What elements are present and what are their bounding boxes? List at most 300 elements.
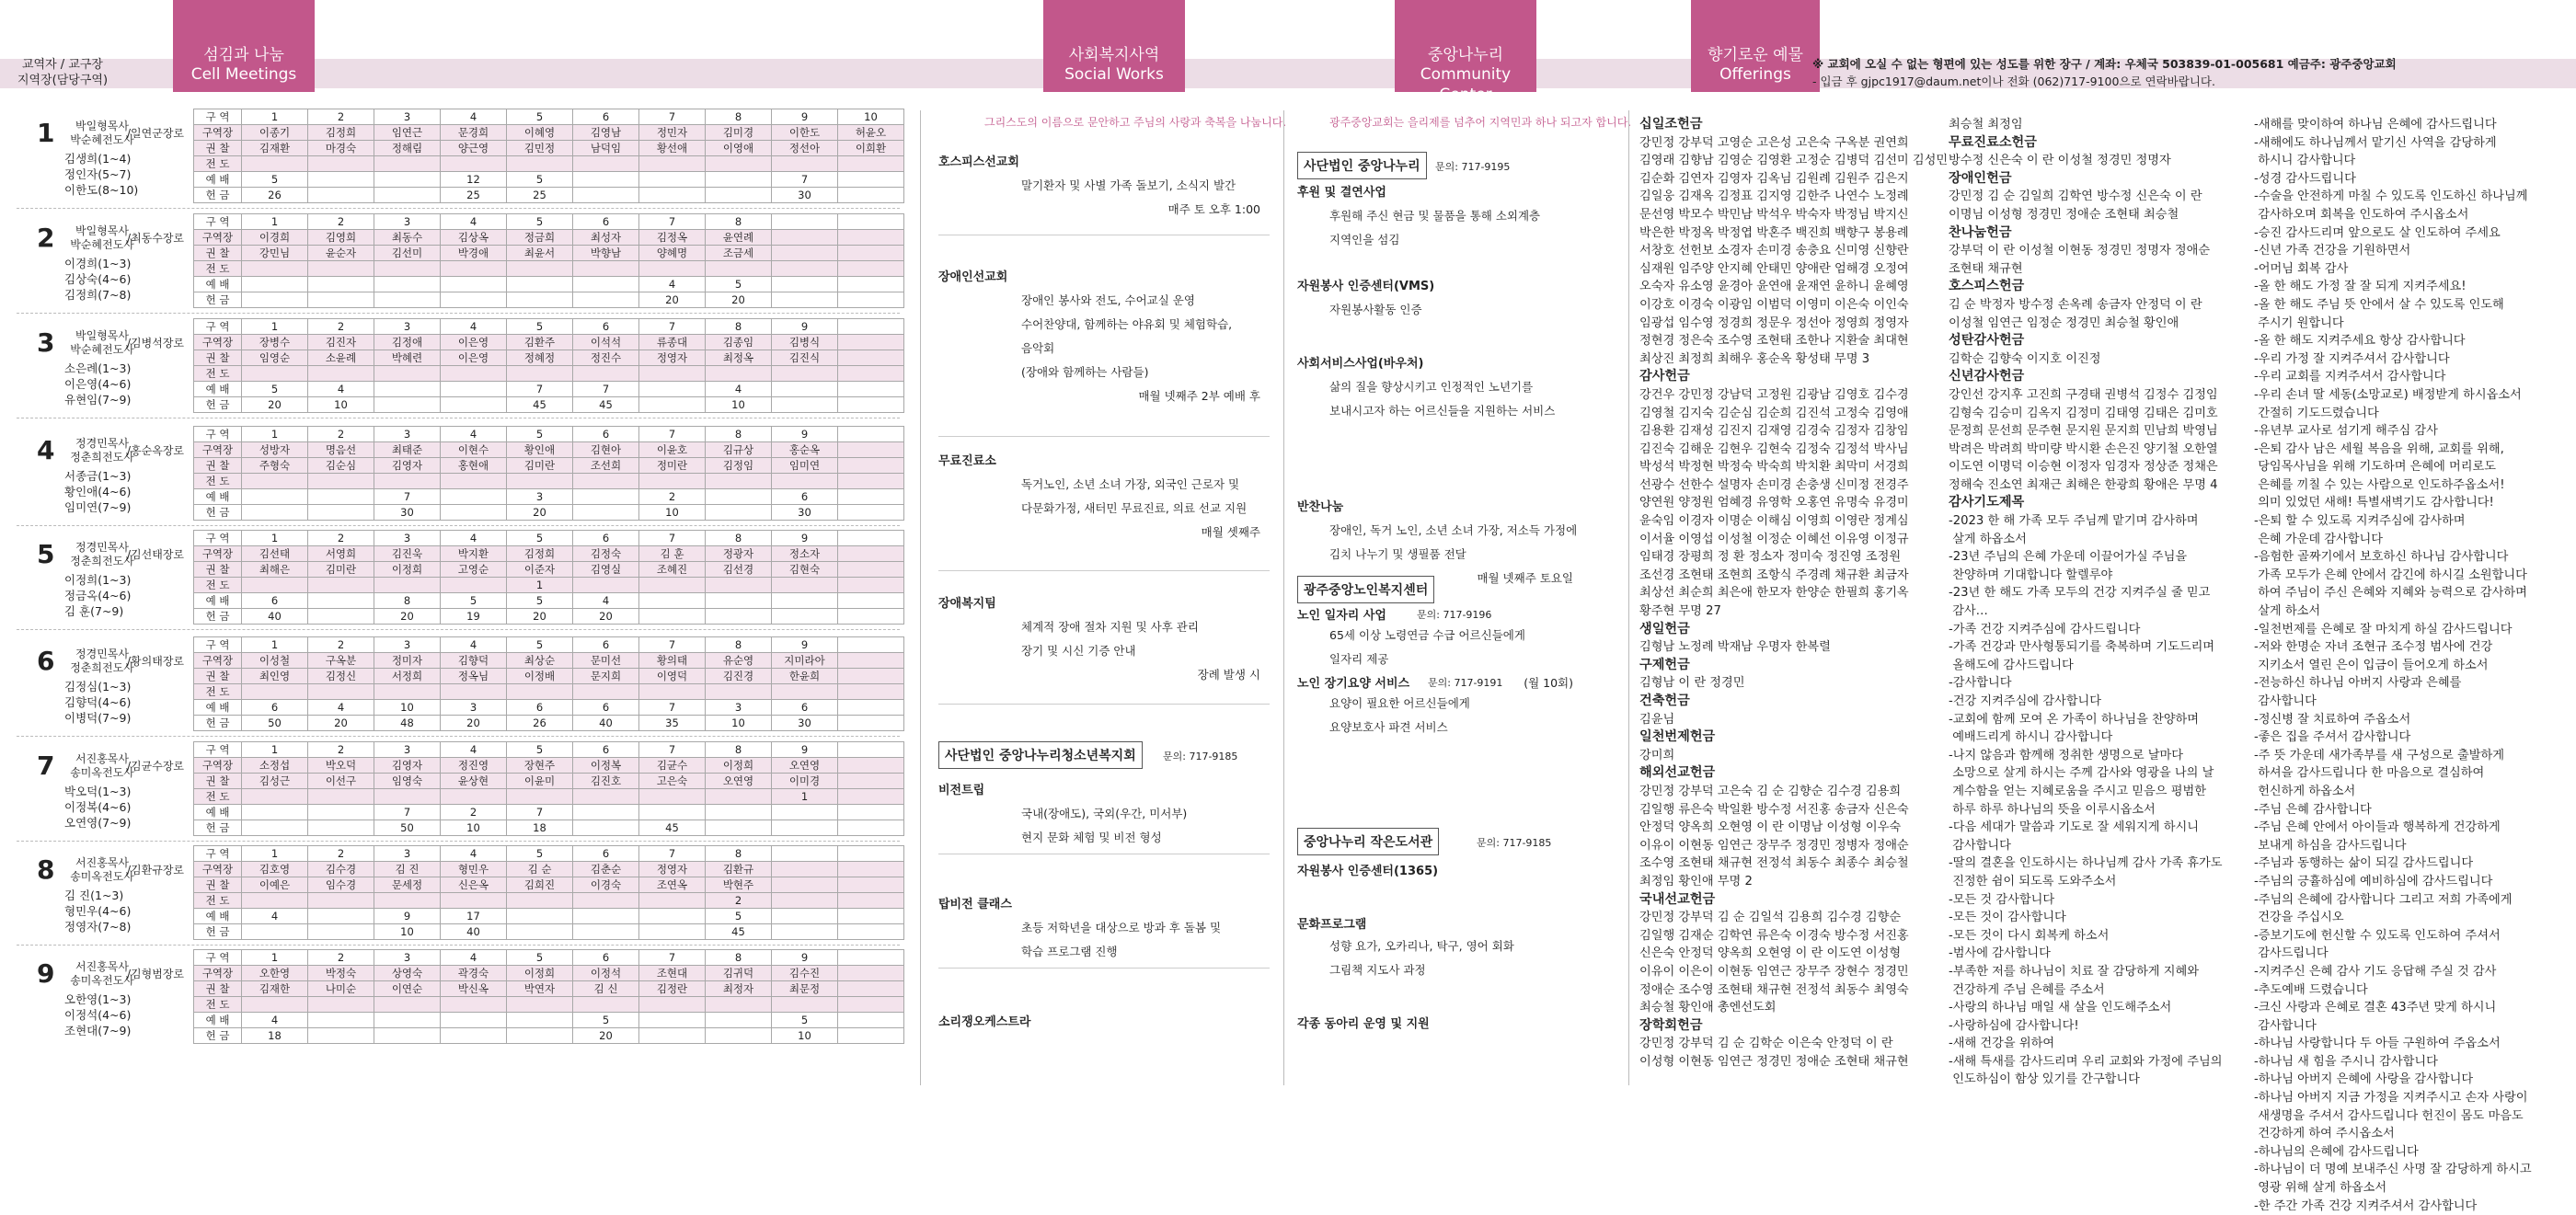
table-cell: 7 — [639, 214, 706, 230]
table-cell: 19 — [441, 609, 507, 625]
table-cell — [573, 474, 639, 489]
table-cell — [374, 261, 441, 277]
table-row — [194, 653, 904, 669]
row-header: 예 배 — [194, 909, 242, 924]
table-cell: 5 — [507, 950, 573, 966]
cell-separator — [17, 945, 900, 946]
cell-number: 5 — [37, 539, 55, 569]
offering-names: 강민정 강부덕 김 순 김일석 김용희 김수경 김향순 김일행 김재순 김학연 류은숙 이경숙 방수정 서진홍 신은숙 안정덕 양옥희 오현영 이 란 이도연 이성형 이유이 이은이 이현동 임연근 장무주 장현수 정경민 정애순 조수영 조현태 채규현 전정석 최동수 최영숙 최승철 황인애 총엔선도회 — [1639, 911, 1909, 1015]
table-cell — [772, 820, 838, 836]
table-cell: 김미란 — [308, 562, 374, 578]
row-header: 권 찰 — [194, 246, 242, 261]
cell-area-member: 김상숙(4~6) — [64, 272, 132, 286]
ministry-title: 비전트립 — [938, 784, 985, 797]
table-cell — [706, 505, 772, 521]
table-cell: 김규상 — [706, 442, 772, 458]
ministry-detail: (장애와 함께하는 사람들) — [1021, 365, 1149, 379]
table-cell: 김영자 — [374, 458, 441, 474]
table-cell: 6 — [573, 531, 639, 546]
cell-zone-elder: /김균수장로 — [127, 760, 185, 773]
table-cell: 1 — [242, 319, 308, 335]
prayer-items-continued: -새해를 맞이하여 하나님 은혜에 감사드립니다 -새해에도 하나님께서 맡기신 사역을 감당하게 하시니 감사합니다 -성경 감사드립니다 -수술을 안전하게 마칠 수 있도록 인도하신 하나님께 감사하오며 회복을 인도하여 주시옵소서 -승진 감사드리며 앞으로도 살 인도하여 주세요 -신년 가족 건강을 기원하면서 -어머님 회복 감사 -올 한 해도 가정 잘 잘 되게 지켜주세요! -올 한 해도 주님 뜻 안에서 살 수 있도록 인도해 주시기 원합니다 -올 한 해도 지켜주세요 항상 감사합니다 -우리 가정 잘 지켜주셔서 감사합니다 -우리 교회를 지켜주셔서 감사합니다 -우리 손녀 딸 세동(소망교로) 배정받게 하시옵소서 간절히 기도드렸습니다 -유년부 교사로 섬기게 해주심 감사 -은퇴 감사 남은 세월 복음을 위해, 교회를 위해, 당임목사님을 위해 기도하며 은혜에 머리로도 은혜를 끼칠 수 있는 사람으로 인도하주옵소서! 의미 있었던 새해! 특별새벽기도 감사합니다! -은퇴 할 수 있도록 지켜주심에 감사하며 은혜 가운데 감사합니다 -음험한 골짜기에서 보호하신 하나님 감사합니다 가족 모두가 은혜 안에서 감긴에 하시길 소원합니다 하여 주님이 주신 은혜와 지혜와 능력으로 감사하며 살게 하소서 -일천번제를 은혜로 잘 마치게 하실 감사드립니다 -저와 한명순 자녀 조현규 조수정 범사에 건강 지키소서 열린 은이 입금이 들어오게 하소서 -전능하신 하나님 아버지 사랑과 은혜를 감사합니다 -정신병 잘 치료하여 주옵소서 -좋은 집을 주셔서 감사합니다 -주 뜻 가운데 새가족부를 새 구성으로 출발하게 하셔을 감사드립니다 한 마음으로 결심하여 헌신하게 하옵소서 -주님 은혜 감사합니다 -주님 은혜 안에서 아이들과 행복하게 건강하게 보내게 하심을 감사드립니다 -주님과 동행하는 삶이 되길 감사드립니다 -주님의 긍휼하심에 예비하심에 감사드립니다 -주님의 은혜에 감사합니다 그리고 저희 가족에게 건강을 주십시오 -증보기도에 헌신할 수 있도록 인도하여 주셔서 감사드립니다 -지켜주신 은혜 감사 기도 응답해 주실 것 감사 -추도예배 드렸습니다 -크신 사랑과 은혜로 결혼 43주년 맞게 하시니 감사합니다 -하나님 사랑합니다 두 아들 구원하여 주옵소서 -하나님 새 힘을 주시니 감사합니다 -하나님 아버지 은혜에 사랑을 감사합니다 -하나님 아버지 지금 가정을 지켜주시고 손자 사랑이 새생명을 주셔서 감사드립니다 헌진이 몸도 마음도 건강하게 하여 주시옵소서 -하나님의 은혜에 감사드립니다 -하나님이 더 명예 보내주신 사명 잘 감당하게 하시고 영광 위해 살게 하옵소서 -한 주간 가족 건강 지켜주셔서 감사합니다 — [2254, 118, 2532, 1213]
table-cell: 40 — [573, 716, 639, 731]
table-cell: 김 훈 — [639, 546, 706, 562]
ministry-divider — [938, 436, 1270, 437]
table-cell: 김 진 — [374, 862, 441, 877]
table-cell: 김춘순 — [573, 862, 639, 877]
cell-number: 6 — [37, 646, 55, 676]
offering-category: 국내선교헌금 — [1639, 891, 1716, 907]
ministry-title: 장애복지팀 — [938, 597, 996, 611]
table-cell: 5 — [573, 1013, 639, 1028]
row-header: 권 찰 — [194, 774, 242, 789]
table-cell: 20 — [507, 505, 573, 521]
table-cell: 2 — [639, 489, 706, 505]
row-header: 구역장 — [194, 230, 242, 246]
table-cell — [706, 489, 772, 505]
table-cell — [374, 156, 441, 172]
table-cell — [507, 789, 573, 805]
cell-zone-elder: /황의태장로 — [127, 655, 185, 668]
tab-social-works[interactable] — [1043, 0, 1185, 92]
table-cell: 최동수 — [374, 230, 441, 246]
table-cell: 정금희 — [507, 230, 573, 246]
cell-area-member: 김정희(7~8) — [64, 288, 132, 302]
offering-category: 감사기도제목 — [1949, 495, 2025, 510]
row-header: 예 배 — [194, 277, 242, 292]
table-cell: 3 — [374, 637, 441, 653]
row-header: 구 역 — [194, 742, 242, 758]
table-cell: 4 — [441, 319, 507, 335]
table-cell: 5 — [507, 214, 573, 230]
row-header: 구 역 — [194, 109, 242, 125]
table-cell: 45 — [639, 820, 706, 836]
table-row — [194, 397, 904, 413]
table-cell: 4 — [639, 277, 706, 292]
table-cell: 김상옥 — [441, 230, 507, 246]
table-cell: 이선구 — [308, 774, 374, 789]
table-cell — [838, 669, 904, 684]
table-cell: 26 — [507, 716, 573, 731]
table-cell — [507, 684, 573, 700]
table-cell — [838, 862, 904, 877]
table-cell: 3 — [374, 846, 441, 862]
table-cell: 김진자 — [308, 335, 374, 350]
table-cell: 문지희 — [573, 669, 639, 684]
table-cell: 10 — [374, 700, 441, 716]
service-title: 자원봉사 인증센터(1365) — [1297, 865, 1439, 878]
offering-column — [1639, 116, 1948, 1071]
cell-number: 8 — [37, 854, 55, 885]
table-cell: 오한영 — [242, 966, 308, 981]
table-cell — [706, 1028, 772, 1044]
table-cell — [441, 156, 507, 172]
table-cell: 6 — [573, 637, 639, 653]
table-cell — [242, 489, 308, 505]
ministry-detail: 장애인 봉사와 전도, 수어교실 운영 — [1021, 293, 1195, 307]
table-cell — [639, 156, 706, 172]
row-header: 전 도 — [194, 156, 242, 172]
table-cell: 3 — [374, 214, 441, 230]
table-cell — [242, 474, 308, 489]
table-cell: 6 — [573, 700, 639, 716]
table-row — [194, 950, 904, 966]
table-row — [194, 156, 904, 172]
table-cell — [573, 909, 639, 924]
table-cell: 8 — [706, 109, 772, 125]
table-cell — [772, 214, 838, 230]
cell-number: 7 — [37, 751, 55, 781]
table-cell — [242, 684, 308, 700]
table-cell — [639, 474, 706, 489]
tab-label-en: Cell Meetings — [190, 65, 297, 84]
table-cell: 9 — [772, 427, 838, 442]
table-cell: 이윤미 — [507, 774, 573, 789]
table-cell: 고영순 — [441, 562, 507, 578]
cell-number: 9 — [37, 958, 55, 989]
table-cell — [838, 458, 904, 474]
table-cell — [639, 924, 706, 940]
row-header: 전 도 — [194, 474, 242, 489]
table-row — [194, 141, 904, 156]
cell-leader: 정경민목사 정춘희전도사 — [70, 541, 134, 567]
table-cell — [706, 593, 772, 609]
table-cell: 곽경숙 — [441, 966, 507, 981]
table-row — [194, 789, 904, 805]
table-row — [194, 442, 904, 458]
table-cell — [374, 397, 441, 413]
table-cell: 2 — [308, 531, 374, 546]
cell-area-member: 김 훈(7~9) — [64, 604, 124, 618]
row-header: 헌 금 — [194, 609, 242, 625]
table-cell: 7 — [507, 382, 573, 397]
table-cell: 김미란 — [507, 458, 573, 474]
table-cell — [772, 893, 838, 909]
cell-table — [193, 845, 904, 940]
row-header: 구역장 — [194, 862, 242, 877]
row-header: 예 배 — [194, 489, 242, 505]
table-cell — [507, 366, 573, 382]
table-cell: 남덕임 — [573, 141, 639, 156]
table-cell: 6 — [573, 742, 639, 758]
table-cell — [441, 1013, 507, 1028]
table-cell: 4 — [441, 109, 507, 125]
table-cell — [639, 366, 706, 382]
table-cell — [242, 789, 308, 805]
table-cell: 김정희 — [507, 546, 573, 562]
table-cell — [772, 909, 838, 924]
table-row — [194, 966, 904, 981]
table-cell — [706, 474, 772, 489]
cell-separator — [17, 629, 900, 630]
table-cell: 6 — [772, 489, 838, 505]
cell-number: 4 — [37, 435, 55, 465]
ministry-detail: 국내(장애도), 국외(우간, 미서부) — [1021, 807, 1188, 820]
table-cell — [242, 277, 308, 292]
table-cell — [772, 474, 838, 489]
table-row — [194, 1028, 904, 1044]
service-detail: (월 10회) — [1524, 676, 1573, 690]
table-cell: 홍순옥 — [772, 442, 838, 458]
table-cell: 박정숙 — [308, 966, 374, 981]
row-header: 예 배 — [194, 805, 242, 820]
table-cell — [838, 700, 904, 716]
service-detail: 매월 넷째주 토요일 — [1477, 571, 1573, 585]
table-cell: 임미연 — [772, 458, 838, 474]
table-row — [194, 350, 904, 366]
table-cell: 6 — [573, 427, 639, 442]
cell-area-member: 조현대(7~9) — [64, 1024, 132, 1037]
table-cell: 1 — [772, 789, 838, 805]
tab-offerings[interactable] — [1691, 0, 1820, 92]
row-header: 구역장 — [194, 125, 242, 141]
table-cell — [441, 277, 507, 292]
row-header: 헌 금 — [194, 924, 242, 940]
table-cell — [838, 246, 904, 261]
table-cell: 6 — [772, 700, 838, 716]
table-cell — [374, 893, 441, 909]
table-cell: 김희진 — [507, 877, 573, 893]
table-cell — [838, 562, 904, 578]
table-cell: 이정배 — [507, 669, 573, 684]
table-cell: 3 — [374, 109, 441, 125]
row-header: 헌 금 — [194, 505, 242, 521]
table-cell — [441, 366, 507, 382]
table-cell: 20 — [441, 716, 507, 731]
ministry-detail: 독거노인, 소년 소녀 가장, 외국인 근로자 및 — [1021, 477, 1240, 491]
table-cell: 5 — [507, 109, 573, 125]
cell-table — [193, 741, 904, 836]
table-cell: 최인영 — [242, 669, 308, 684]
table-cell: 7 — [639, 742, 706, 758]
table-cell: 3 — [374, 427, 441, 442]
table-cell — [308, 609, 374, 625]
table-row — [194, 109, 904, 125]
table-row — [194, 319, 904, 335]
table-cell: 3 — [706, 700, 772, 716]
table-cell — [639, 909, 706, 924]
table-row — [194, 609, 904, 625]
service-phone: 문의: 717-9191 — [1428, 677, 1503, 689]
row-header: 구역장 — [194, 442, 242, 458]
table-cell — [308, 277, 374, 292]
table-cell: 김현아 — [573, 442, 639, 458]
table-cell — [573, 505, 639, 521]
table-cell: 황인애 — [507, 442, 573, 458]
table-cell: 5 — [507, 319, 573, 335]
table-cell: 40 — [242, 609, 308, 625]
table-row — [194, 366, 904, 382]
table-cell — [838, 489, 904, 505]
table-cell — [242, 820, 308, 836]
row-header: 전 도 — [194, 893, 242, 909]
table-cell: 명음선 — [308, 442, 374, 458]
table-cell — [242, 156, 308, 172]
table-cell — [838, 578, 904, 593]
table-cell — [772, 277, 838, 292]
table-row — [194, 172, 904, 188]
table-cell — [838, 505, 904, 521]
table-cell: 4 — [441, 950, 507, 966]
table-cell — [639, 261, 706, 277]
table-cell: 김수경 — [308, 862, 374, 877]
table-cell: 4 — [308, 700, 374, 716]
table-cell: 9 — [772, 109, 838, 125]
table-cell: 박경애 — [441, 246, 507, 261]
table-cell: 9 — [772, 319, 838, 335]
ministry-detail: 장기 및 시신 기증 안내 — [1021, 644, 1136, 658]
table-cell: 45 — [573, 397, 639, 413]
table-cell: 이영덕 — [639, 669, 706, 684]
table-cell: 이정희 — [706, 758, 772, 774]
page-header — [0, 0, 2576, 104]
table-cell — [308, 593, 374, 609]
offering-column — [1949, 116, 2222, 1089]
table-cell: 최해은 — [242, 562, 308, 578]
table-cell: 마경숙 — [308, 141, 374, 156]
row-header: 구 역 — [194, 214, 242, 230]
table-cell: 최윤서 — [507, 246, 573, 261]
table-cell — [838, 774, 904, 789]
table-cell: 10 — [374, 924, 441, 940]
table-cell — [441, 489, 507, 505]
table-row — [194, 546, 904, 562]
table-cell: 이정희 — [374, 562, 441, 578]
table-cell: 홍현애 — [441, 458, 507, 474]
table-cell — [242, 505, 308, 521]
table-cell: 2 — [308, 319, 374, 335]
table-cell — [706, 156, 772, 172]
table-cell: 박신옥 — [441, 981, 507, 997]
table-cell: 6 — [573, 950, 639, 966]
table-cell — [838, 397, 904, 413]
table-cell: 2 — [441, 805, 507, 820]
table-cell — [772, 261, 838, 277]
org-title: 광주중앙노인복지센터 — [1297, 576, 1434, 603]
offering-notice — [1812, 55, 2397, 90]
ministry-title: 탑비전 클래스 — [938, 898, 1012, 911]
table-cell: 20 — [374, 609, 441, 625]
table-row — [194, 805, 904, 820]
table-cell — [772, 578, 838, 593]
column-divider — [920, 110, 921, 1085]
table-cell — [838, 950, 904, 966]
cell-area-member: 이은영(4~6) — [64, 377, 132, 391]
table-cell — [838, 789, 904, 805]
table-cell — [374, 474, 441, 489]
table-cell — [308, 156, 374, 172]
table-row — [194, 382, 904, 397]
table-cell: 8 — [706, 531, 772, 546]
table-cell — [706, 997, 772, 1013]
table-cell — [772, 805, 838, 820]
table-cell: 조선희 — [573, 458, 639, 474]
table-cell: 윤상현 — [441, 774, 507, 789]
table-cell: 임연근 — [374, 125, 441, 141]
table-cell: 9 — [374, 909, 441, 924]
table-cell: 김향덕 — [441, 653, 507, 669]
table-row — [194, 820, 904, 836]
table-cell: 임영순 — [242, 350, 308, 366]
table-cell — [374, 172, 441, 188]
table-cell: 조연옥 — [639, 877, 706, 893]
table-cell — [772, 246, 838, 261]
table-cell — [308, 789, 374, 805]
table-cell — [639, 1028, 706, 1044]
table-cell — [308, 188, 374, 203]
service-title: 자원봉사 인증센터(VMS) — [1297, 280, 1435, 293]
notice-line-2: - 입금 후 gjpc1917@daum.net이나 전화 (062)717-9100으로 연락바랍니다. — [1812, 75, 2215, 88]
offering-names: 강미희 — [1639, 748, 1675, 762]
table-cell: 이한도 — [772, 125, 838, 141]
table-cell — [639, 789, 706, 805]
table-row — [194, 427, 904, 442]
cell-zone-elder: /최동수장로 — [127, 232, 185, 245]
table-cell — [772, 997, 838, 1013]
cell-area-member: 오한영(1~3) — [64, 992, 132, 1006]
tab-community-center[interactable] — [1395, 0, 1536, 104]
table-cell: 6 — [242, 700, 308, 716]
table-cell — [838, 893, 904, 909]
cell-area-member: 임미연(7~9) — [64, 500, 132, 514]
row-header: 구역장 — [194, 758, 242, 774]
service-detail: 장애인, 독거 노인, 소년 소녀 가장, 저소득 가정에 — [1329, 523, 1578, 537]
table-cell: 30 — [772, 716, 838, 731]
table-cell — [838, 261, 904, 277]
table-cell: 나미순 — [308, 981, 374, 997]
table-cell — [838, 1013, 904, 1028]
row-header: 권 찰 — [194, 981, 242, 997]
cell-area-member: 유현임(7~9) — [64, 393, 132, 407]
table-cell: 정진수 — [573, 350, 639, 366]
table-cell: 조현대 — [639, 966, 706, 981]
cell-table — [193, 213, 904, 308]
tab-cell-meetings[interactable] — [173, 0, 315, 92]
table-cell: 김영자 — [374, 758, 441, 774]
table-cell: 5 — [441, 593, 507, 609]
table-cell — [706, 1013, 772, 1028]
table-cell — [772, 924, 838, 940]
table-cell — [374, 366, 441, 382]
cell-area-member: 서종금(1~3) — [64, 469, 132, 483]
cell-separator — [17, 313, 900, 314]
table-cell — [507, 277, 573, 292]
offering-names: 김형남 이 란 정경민 — [1639, 676, 1745, 691]
table-cell: 김병식 — [772, 335, 838, 350]
table-cell: 1 — [242, 214, 308, 230]
table-cell — [441, 397, 507, 413]
cell-number: 2 — [37, 223, 55, 253]
table-cell: 4 — [441, 214, 507, 230]
row-header: 헌 금 — [194, 716, 242, 731]
table-cell: 이성철 — [242, 653, 308, 669]
table-cell: 양혜명 — [639, 246, 706, 261]
table-cell — [772, 846, 838, 862]
ministry-detail: 현지 문화 체험 및 비전 형성 — [1021, 831, 1162, 844]
table-cell: 김정숙 — [573, 546, 639, 562]
table-cell: 10 — [441, 820, 507, 836]
service-detail: 지역인을 섬김 — [1329, 233, 1400, 246]
table-cell — [639, 397, 706, 413]
table-row — [194, 125, 904, 141]
table-cell: 이정희 — [507, 966, 573, 981]
cell-table — [193, 636, 904, 731]
ministry-title: 장애인선교회 — [938, 270, 1008, 284]
table-cell: 서영희 — [308, 546, 374, 562]
offering-category: 감사헌금 — [1639, 369, 1690, 384]
service-title: 각종 동아리 운영 및 지원 — [1297, 1017, 1430, 1031]
table-cell: 20 — [573, 1028, 639, 1044]
